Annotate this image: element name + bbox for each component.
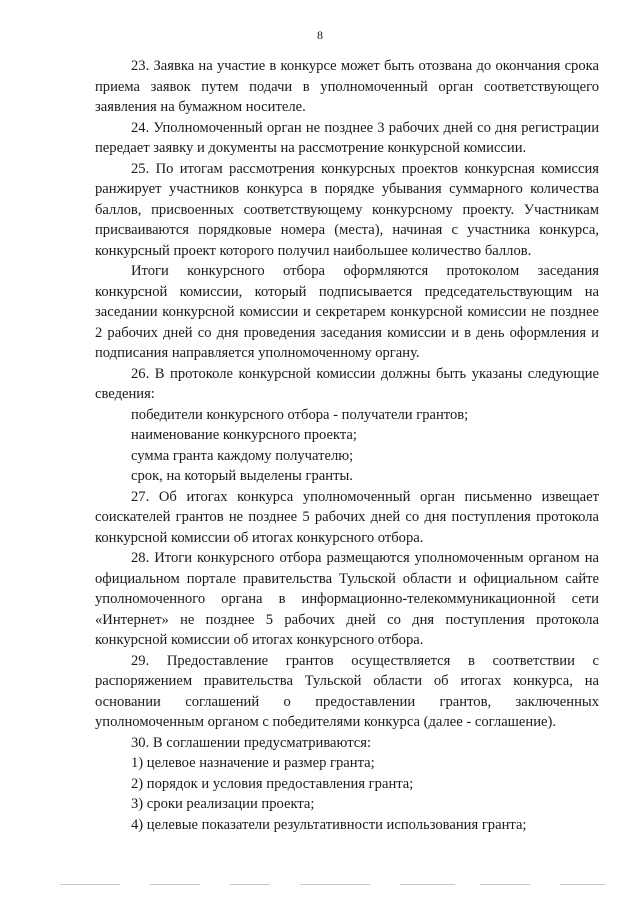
list-item: сумма гранта каждому получателю;	[131, 447, 354, 464]
list-item: 1) целевое назначение и размер гранта;	[131, 755, 375, 771]
page-number: 8	[317, 28, 323, 42]
paragraph-30: 30. В соглашении предусматриваются:	[131, 734, 372, 751]
paragraph-protocol: Итоги конкурсного отбора оформляются протоколом заседания конкурсной комиссии, который подписывается председательствующим на заседании конкурсной комиссии и секретарем конкурсной комиссии не позднее 2 рабочих дней со дня проведения заседания комиссии и в день оформления и подписания направляется уполномоченному органу.	[95, 263, 599, 361]
paragraph-23: 23. Заявка на участие в конкурсе может быть отозвана до окончания срока приема заявок путем подачи в уполномоченный орган соответствующего заявления на бумажном носителе.	[95, 58, 599, 115]
list-item: победители конкурсного отбора - получатели грантов;	[131, 406, 469, 423]
paragraph-26: 26. В протоколе конкурсной комиссии должны быть указаны следующие сведения:	[95, 365, 599, 402]
list-item: 2) порядок и условия предоставления гранта;	[131, 775, 414, 792]
list-item: наименование конкурсного проекта;	[131, 427, 357, 443]
list-item: срок, на который выделены гранты.	[131, 468, 353, 484]
paragraph-28: 28. Итоги конкурсного отбора размещаются уполномоченным органом на официальном портале правительства Тульской области и официальном сайте уполномоченного органа в информационно-телекоммуникационной сети «Интернет» не позднее 5 рабочих дней со дня поступления протокола конкурсной комиссии об итогах конкурсного отбора.	[95, 550, 599, 648]
list-item: 3) сроки реализации проекта;	[131, 796, 315, 812]
document-body	[95, 56, 599, 835]
paragraph-29: 29. Предоставление грантов осуществляется в соответствии с распоряжением правительства Тульской области об итогах конкурса, на основании соглашений о предоставлении грантов, заключенных уполномоченным органом с победителями конкурса (далее - соглашение).	[95, 652, 599, 730]
paragraph-27: 27. Об итогах конкурса уполномоченный орган письменно извещает соискателей грантов не позднее 5 рабочих дней со дня поступления протокола конкурсной комиссии об итогах конкурсного отбора.	[95, 488, 599, 546]
list-item: 4) целевые показатели результативности использования гранта;	[131, 816, 527, 833]
paragraph-24: 24. Уполномоченный орган не позднее 3 рабочих дней со дня регистрации передает заявку и документы на рассмотрение конкурсной комиссии.	[95, 119, 599, 156]
paragraph-25: 25. По итогам рассмотрения конкурсных проектов конкурсная комиссия ранжирует участников конкурса в порядке убывания суммарного количества баллов, присвоенных соответствующему конкурсному проекту. Участникам присваиваются порядковые номера (места), начиная с участника конкурса, конкурсный проект которого получил наибольшее количество баллов.	[95, 160, 599, 259]
scan-artifact-line	[40, 884, 610, 888]
